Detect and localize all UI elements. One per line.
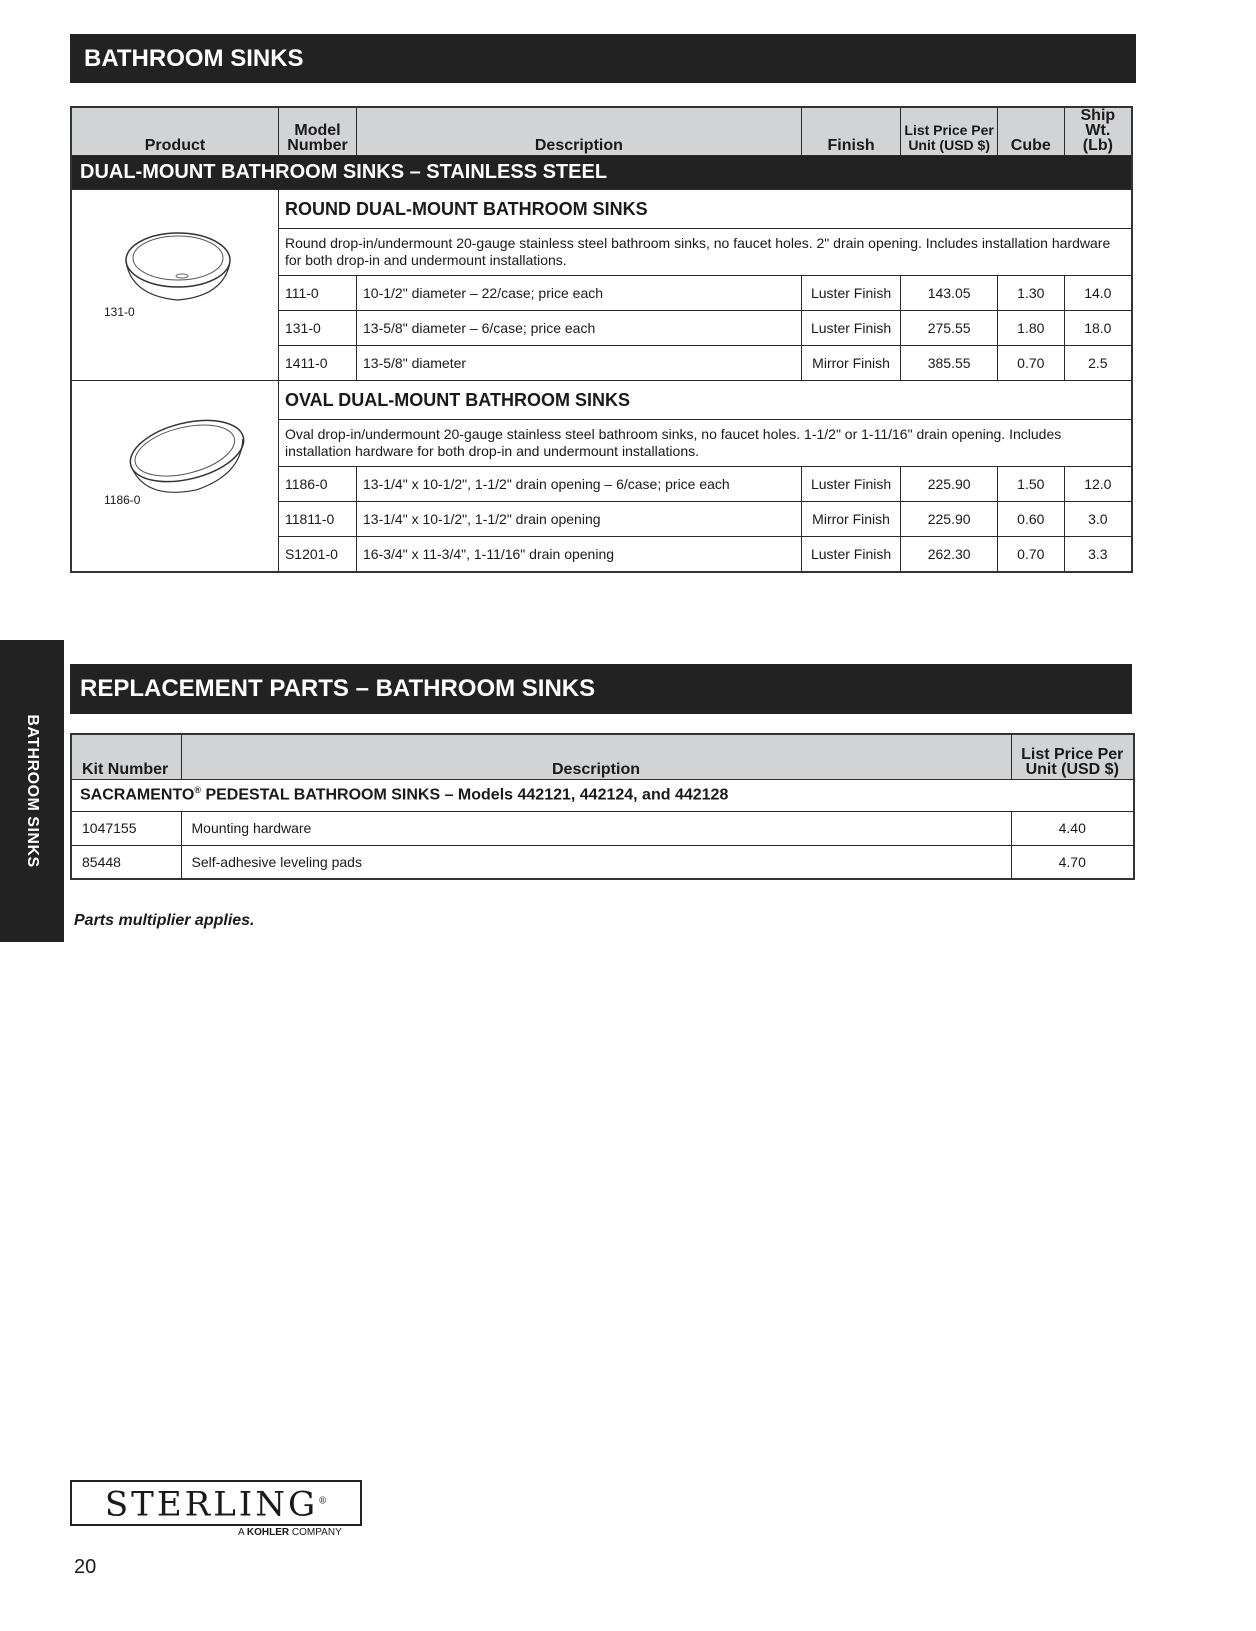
col-finish: Finish [801, 107, 901, 156]
round-sink-icon [72, 210, 274, 360]
row-description: 13-5/8" diameter [357, 346, 802, 381]
finish: Mirror Finish [801, 502, 901, 537]
finish: Luster Finish [801, 276, 901, 311]
group-subtitle: ROUND DUAL-MOUNT BATHROOM SINKS [278, 190, 1132, 229]
price: 143.05 [901, 276, 998, 311]
parts-group-row [71, 779, 1134, 811]
row-description: 13-1/4" x 10-1/2", 1-1/2" drain opening – 6/case; price each [357, 467, 802, 502]
cube: 0.70 [997, 346, 1064, 381]
row-description: 13-5/8" diameter – 6/case; price each [357, 311, 802, 346]
model-number: 1411-0 [278, 346, 356, 381]
col-kit-number: Kit Number [71, 734, 181, 779]
col-model: Model Number [278, 107, 356, 156]
col-description: Description [357, 107, 802, 156]
section-row [71, 156, 1132, 190]
kit-number: 85448 [71, 845, 181, 879]
cube: 0.60 [997, 502, 1064, 537]
table-header-row [71, 734, 1134, 779]
cube: 0.70 [997, 537, 1064, 572]
parts-table [70, 733, 1135, 880]
logo-tagline: A KOHLER COMPANY [238, 1527, 342, 1538]
row-description: Self-adhesive leveling pads [181, 845, 1011, 879]
ship-weight: 3.3 [1064, 537, 1132, 572]
row-description: Mounting hardware [181, 811, 1011, 845]
parts-group-title: SACRAMENTO® PEDESTAL BATHROOM SINKS – Models 442121, 442124, and 442128 [71, 779, 1134, 811]
price: 4.40 [1011, 811, 1134, 845]
parts-section-title: REPLACEMENT PARTS – BATHROOM SINKS [70, 664, 1132, 714]
price: 225.90 [901, 467, 998, 502]
parts-note: Parts multiplier applies. [74, 912, 255, 929]
kit-number: 1047155 [71, 811, 181, 845]
sinks-table [70, 106, 1133, 573]
col-price: List Price Per Unit (USD $) [901, 107, 998, 156]
section-title: DUAL-MOUNT BATHROOM SINKS – STAINLESS STEEL [71, 156, 1132, 190]
product-image-cell [71, 381, 278, 572]
group-subtitle: OVAL DUAL-MOUNT BATHROOM SINKS [278, 381, 1132, 420]
price: 385.55 [901, 346, 998, 381]
cube: 1.80 [997, 311, 1064, 346]
logo-text: STERLING [104, 1484, 319, 1525]
cube: 1.50 [997, 467, 1064, 502]
table-row [71, 811, 1134, 845]
row-description: 13-1/4" x 10-1/2", 1-1/2" drain opening [357, 502, 802, 537]
price: 4.70 [1011, 845, 1134, 879]
model-number: 111-0 [278, 276, 356, 311]
table-row [71, 845, 1134, 879]
ship-weight: 12.0 [1064, 467, 1132, 502]
oval-sink-icon [72, 401, 274, 551]
page-title: BATHROOM SINKS [70, 34, 1136, 83]
finish: Mirror Finish [801, 346, 901, 381]
image-caption: 1186-0 [104, 493, 141, 507]
col-product: Product [71, 107, 278, 156]
col-price: List Price Per Unit (USD $) [1011, 734, 1134, 779]
cube: 1.30 [997, 276, 1064, 311]
model-number: 131-0 [278, 311, 356, 346]
group-description: Round drop-in/undermount 20-gauge stainless steel bathroom sinks, no faucet holes. 2" drain opening. Includes installation hardware for both drop-in and undermount installations. [278, 229, 1132, 276]
sterling-logo: STERLING® [70, 1480, 362, 1526]
col-ship-weight: Ship Wt. (Lb) [1064, 107, 1132, 156]
model-number: 11811-0 [278, 502, 356, 537]
ship-weight: 3.0 [1064, 502, 1132, 537]
finish: Luster Finish [801, 467, 901, 502]
side-tab: BATHROOM SINKS [0, 640, 64, 942]
model-number: S1201-0 [278, 537, 356, 572]
col-cube: Cube [997, 107, 1064, 156]
price: 275.55 [901, 311, 998, 346]
image-caption: 131-0 [104, 305, 135, 319]
table-header-row [71, 107, 1132, 156]
finish: Luster Finish [801, 537, 901, 572]
group-description: Oval drop-in/undermount 20-gauge stainless steel bathroom sinks, no faucet holes. 1-1/2" or 1-11/16" drain opening. Includes installation hardware for both drop-in and undermount installations. [278, 420, 1132, 467]
price: 262.30 [901, 537, 998, 572]
row-description: 10-1/2" diameter – 22/case; price each [357, 276, 802, 311]
col-description: Description [181, 734, 1011, 779]
finish: Luster Finish [801, 311, 901, 346]
price: 225.90 [901, 502, 998, 537]
ship-weight: 2.5 [1064, 346, 1132, 381]
row-description: 16-3/4" x 11-3/4", 1-11/16" drain opening [357, 537, 802, 572]
ship-weight: 14.0 [1064, 276, 1132, 311]
page-number: 20 [74, 1556, 97, 1578]
product-image-cell [71, 190, 278, 381]
model-number: 1186-0 [278, 467, 356, 502]
ship-weight: 18.0 [1064, 311, 1132, 346]
